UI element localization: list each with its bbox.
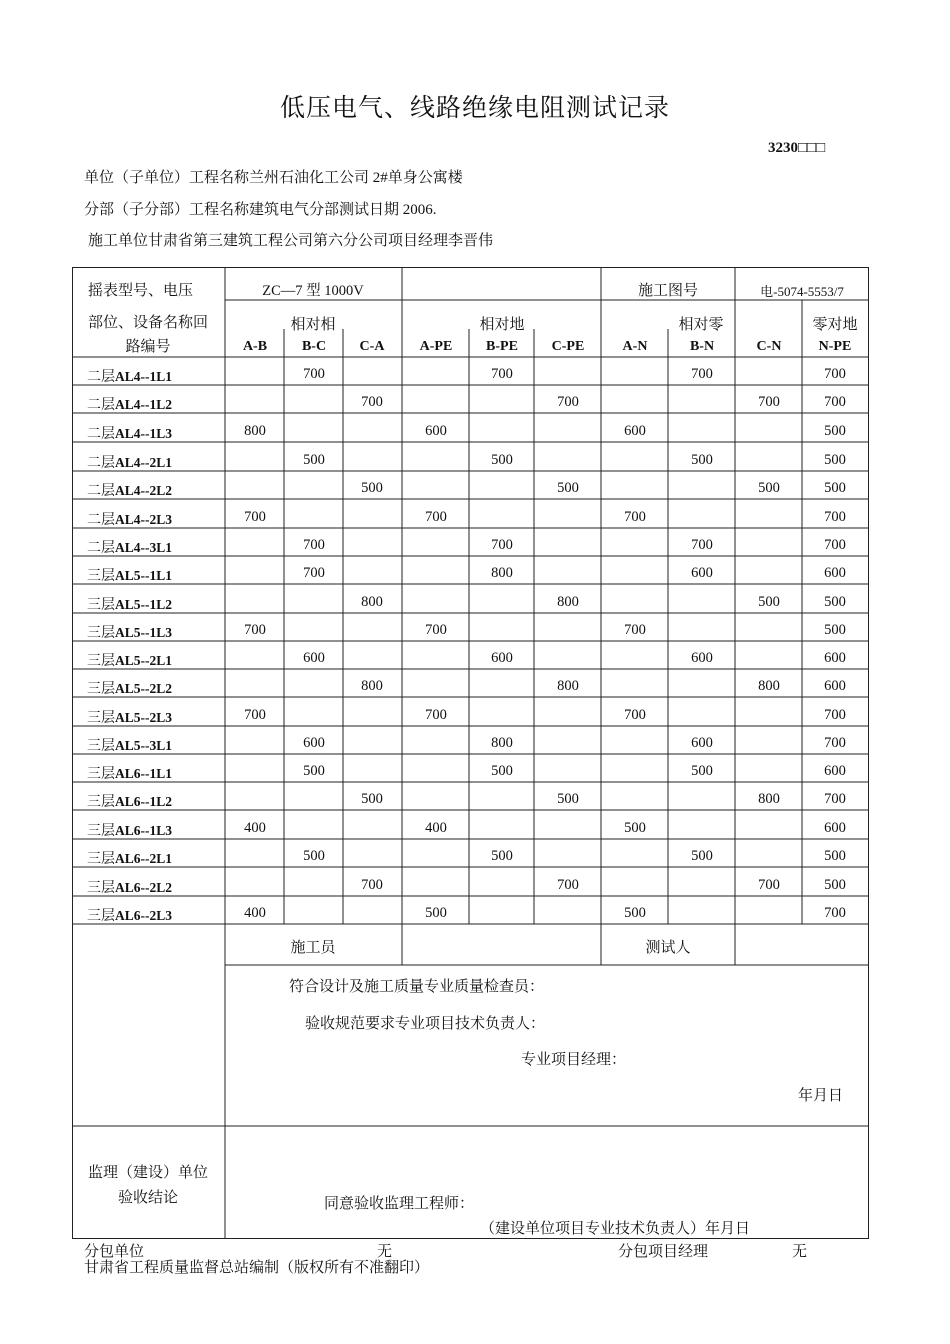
row-floor: 三层: [87, 682, 115, 697]
resistance-value: 700: [691, 366, 713, 382]
sub-manager-label: 分包项目经理: [618, 1244, 709, 1260]
row-circuit-label: [87, 594, 172, 614]
row-circuit-label: [87, 622, 172, 642]
conformity-line: 符合设计及施工质量专业质量检查员：: [289, 979, 545, 995]
resistance-value: 700: [624, 622, 646, 638]
row-circuit-label: [87, 678, 172, 698]
row-floor: 二层: [87, 484, 115, 499]
resistance-value: 500: [758, 594, 780, 610]
resistance-value: 600: [491, 650, 513, 666]
resistance-value: 500: [691, 763, 713, 779]
row-circuit-label: [87, 565, 172, 585]
row-circuit-label: [87, 707, 172, 727]
sign-date-line: 年月日: [798, 1088, 844, 1104]
resistance-value: 500: [824, 877, 846, 893]
resistance-value: 500: [361, 480, 383, 496]
resistance-value: 500: [824, 452, 846, 468]
row-circuit-label: [87, 820, 172, 840]
resistance-value: 400: [425, 820, 447, 836]
resistance-value: 500: [624, 820, 646, 836]
row-floor: 二层: [87, 370, 115, 385]
row-circuit-label: [87, 791, 172, 811]
contractor-line: 施工单位甘肃省第三建筑工程公司第六分公司项目经理李晋伟: [88, 233, 494, 249]
resistance-value: 700: [624, 707, 646, 723]
resistance-value: 800: [758, 678, 780, 694]
resistance-value: 600: [824, 565, 846, 581]
column-header: C-PE: [551, 339, 585, 354]
row-circuit-code: AL5--1L2: [115, 597, 172, 612]
resistance-value: 700: [824, 791, 846, 807]
row-circuit-code: AL5--1L1: [115, 568, 172, 583]
publisher-line: 甘肃省工程质量监督总站编制（版权所有不准翻印）: [84, 1260, 430, 1276]
row-floor: 三层: [87, 795, 115, 810]
row-floor: 三层: [87, 852, 115, 867]
project-name-line: 单位（子单位）工程名称兰州石油化工公司 2#单身公寓楼: [84, 170, 463, 186]
row-circuit-code: AL5--2L2: [115, 681, 172, 696]
row-circuit-label: [87, 480, 172, 500]
row-circuit-label: [87, 763, 172, 783]
resistance-value: 700: [244, 707, 266, 723]
resistance-value: 500: [491, 848, 513, 864]
meter-value: ZC—7 型 1000V: [262, 283, 364, 299]
row-circuit-code: AL6--1L1: [115, 766, 172, 781]
resistance-value: 400: [244, 820, 266, 836]
resistance-value: 700: [824, 366, 846, 382]
row-circuit-code: AL5--2L3: [115, 710, 172, 725]
resistance-value: 700: [824, 735, 846, 751]
supervision-label-line2: 验收结论: [117, 1190, 179, 1206]
resistance-value: 500: [303, 763, 325, 779]
resistance-value: 500: [491, 763, 513, 779]
table-grid-lines: [72, 267, 869, 1239]
resistance-value: 500: [303, 452, 325, 468]
row-circuit-label: [87, 735, 172, 755]
resistance-value: 800: [491, 565, 513, 581]
owner-representative-line: （建设单位项目专业技术负责人）年月日: [480, 1221, 751, 1237]
column-header: A-PE: [419, 339, 453, 354]
group-phase-to-neutral: 相对零: [678, 317, 724, 333]
subproject-line: 分部（子分部）工程名称建筑电气分部测试日期 2006.: [84, 202, 437, 218]
row-floor: 二层: [87, 541, 115, 556]
resistance-value: 500: [824, 848, 846, 864]
column-header: C-N: [756, 339, 782, 354]
resistance-value: 600: [303, 735, 325, 751]
resistance-value: 600: [691, 565, 713, 581]
circuit-label-line2: 路编号: [125, 339, 171, 355]
resistance-value: 700: [491, 537, 513, 553]
row-circuit-code: AL4--2L2: [115, 483, 172, 498]
resistance-value: 600: [691, 650, 713, 666]
row-circuit-label: [87, 509, 172, 529]
column-header: A-N: [622, 339, 648, 354]
project-manager-line: 专业项目经理：: [521, 1052, 627, 1068]
row-circuit-label: [87, 537, 172, 557]
constructor-label: 施工员: [290, 940, 336, 956]
column-header: B-C: [301, 339, 327, 354]
row-floor: 三层: [87, 654, 115, 669]
sub-manager-value: 无: [792, 1244, 808, 1260]
row-circuit-code: AL4--1L2: [115, 397, 172, 412]
form-code: 3230□□□: [768, 140, 826, 156]
resistance-value: 500: [824, 622, 846, 638]
circuit-label-line1: 部位、设备名称回: [87, 315, 209, 331]
row-circuit-label: [87, 848, 172, 868]
row-circuit-code: AL5--3L1: [115, 738, 172, 753]
resistance-value: 800: [557, 678, 579, 694]
row-circuit-code: AL4--2L3: [115, 512, 172, 527]
row-circuit-code: AL6--2L2: [115, 880, 172, 895]
row-floor: 三层: [87, 767, 115, 782]
row-circuit-label: [87, 452, 172, 472]
row-circuit-code: AL4--2L1: [115, 455, 172, 470]
meter-label: 摇表型号、电压: [88, 283, 194, 299]
group-phase-to-ground: 相对地: [479, 317, 525, 333]
resistance-value: 600: [824, 820, 846, 836]
row-circuit-label: [87, 366, 172, 386]
resistance-value: 800: [361, 678, 383, 694]
row-floor: 三层: [87, 881, 115, 896]
supervision-label-line1: 监理（建设）单位: [87, 1165, 209, 1181]
column-header: B-N: [689, 339, 715, 354]
resistance-value: 500: [691, 848, 713, 864]
resistance-value: 700: [361, 877, 383, 893]
resistance-value: 800: [361, 594, 383, 610]
resistance-value: 800: [491, 735, 513, 751]
drawing-number-label: 施工图号: [637, 283, 699, 299]
row-floor: 二层: [87, 513, 115, 528]
row-floor: 三层: [87, 824, 115, 839]
group-phase-to-phase: 相对相: [290, 317, 336, 333]
resistance-value: 500: [758, 480, 780, 496]
column-header: B-PE: [486, 339, 518, 354]
resistance-value: 600: [691, 735, 713, 751]
resistance-value: 700: [491, 366, 513, 382]
resistance-value: 400: [244, 905, 266, 921]
resistance-value: 500: [824, 594, 846, 610]
resistance-value: 700: [303, 366, 325, 382]
resistance-value: 600: [425, 423, 447, 439]
row-circuit-code: AL4--3L1: [115, 540, 172, 555]
page-title: 低压电气、线路绝缘电阻测试记录: [279, 95, 670, 122]
row-circuit-label: [87, 650, 172, 670]
sub-unit-value: 无: [377, 1244, 393, 1260]
resistance-value: 500: [491, 452, 513, 468]
row-floor: 三层: [87, 711, 115, 726]
row-floor: 三层: [87, 739, 115, 754]
resistance-value: 600: [824, 678, 846, 694]
row-circuit-code: AL6--2L3: [115, 908, 172, 923]
resistance-value: 700: [361, 394, 383, 410]
resistance-value: 800: [758, 791, 780, 807]
drawing-number-value: 电-5074-5553/7: [760, 284, 844, 299]
column-header: C-A: [359, 339, 385, 354]
resistance-value: 500: [361, 791, 383, 807]
resistance-value: 700: [624, 509, 646, 525]
row-circuit-code: AL4--1L1: [115, 369, 172, 384]
resistance-value: 600: [303, 650, 325, 666]
row-floor: 二层: [87, 398, 115, 413]
resistance-value: 500: [425, 905, 447, 921]
row-circuit-label: [87, 877, 172, 897]
resistance-value: 600: [824, 650, 846, 666]
resistance-value: 500: [557, 791, 579, 807]
resistance-value: 600: [624, 423, 646, 439]
resistance-value: 700: [824, 905, 846, 921]
insulation-test-table: [72, 267, 869, 1239]
row-circuit-code: AL5--2L1: [115, 653, 172, 668]
row-circuit-label: [87, 423, 172, 443]
resistance-value: 500: [824, 480, 846, 496]
resistance-value: 700: [303, 565, 325, 581]
row-circuit-code: AL6--2L1: [115, 851, 172, 866]
group-neutral-to-ground: 零对地: [812, 317, 858, 333]
resistance-value: 700: [244, 622, 266, 638]
resistance-value: 500: [303, 848, 325, 864]
resistance-value: 700: [425, 707, 447, 723]
resistance-value: 700: [758, 877, 780, 893]
acceptance-line: 验收规范要求专业项目技术负责人：: [305, 1016, 546, 1032]
column-header: N-PE: [818, 339, 852, 354]
resistance-value: 500: [691, 452, 713, 468]
row-floor: 三层: [87, 909, 115, 924]
row-circuit-code: AL4--1L3: [115, 426, 172, 441]
row-circuit-code: AL6--1L2: [115, 794, 172, 809]
resistance-value: 700: [758, 394, 780, 410]
resistance-value: 700: [425, 622, 447, 638]
row-floor: 三层: [87, 598, 115, 613]
resistance-value: 800: [244, 423, 266, 439]
resistance-value: 700: [824, 537, 846, 553]
resistance-value: 700: [425, 509, 447, 525]
row-circuit-label: [87, 394, 172, 414]
resistance-value: 700: [557, 877, 579, 893]
row-circuit-code: AL5--1L3: [115, 625, 172, 640]
resistance-value: 700: [824, 707, 846, 723]
sub-unit-label: 分包单位: [84, 1244, 145, 1260]
resistance-value: 700: [824, 509, 846, 525]
resistance-value: 700: [557, 394, 579, 410]
resistance-value: 700: [244, 509, 266, 525]
row-circuit-label: [87, 905, 172, 925]
resistance-value: 800: [557, 594, 579, 610]
resistance-value: 700: [303, 537, 325, 553]
resistance-value: 700: [824, 394, 846, 410]
supervision-engineer-line: 同意验收监理工程师：: [324, 1196, 475, 1212]
resistance-value: 600: [824, 763, 846, 779]
resistance-value: 700: [691, 537, 713, 553]
resistance-value: 500: [624, 905, 646, 921]
resistance-value: 500: [557, 480, 579, 496]
row-floor: 三层: [87, 569, 115, 584]
row-floor: 三层: [87, 626, 115, 641]
row-floor: 二层: [87, 456, 115, 471]
resistance-value: 500: [824, 423, 846, 439]
row-floor: 二层: [87, 427, 115, 442]
row-circuit-code: AL6--1L3: [115, 823, 172, 838]
tester-label: 测试人: [645, 940, 691, 956]
column-header: A-B: [242, 339, 268, 354]
